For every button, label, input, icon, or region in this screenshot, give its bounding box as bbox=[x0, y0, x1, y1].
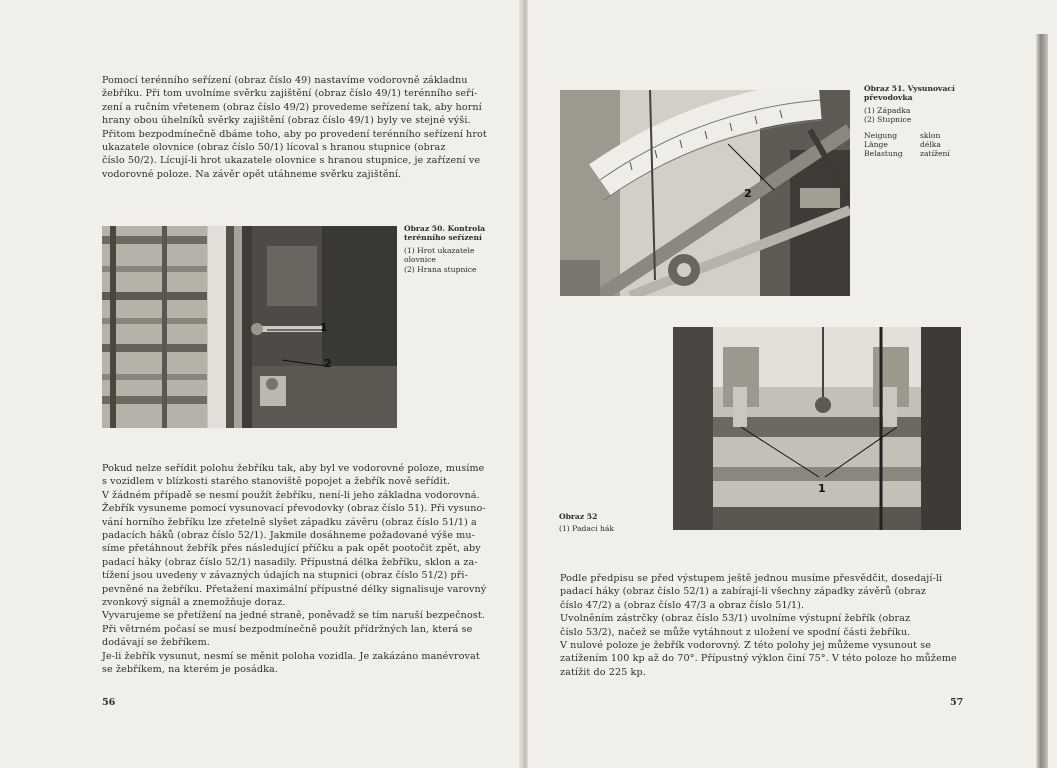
figure-50-item: (1) Hrot ukazatele olovnice bbox=[404, 245, 475, 265]
body-line: Žebřík vysuneme pomocí vysunovací převodovky (obraz číslo 51). Při vysuno- bbox=[102, 503, 486, 515]
legend-translation: zatížení bbox=[920, 149, 950, 159]
body-line: pevněné na žebříku. Přetažení maximální přípustné délky signalisuje varovný bbox=[102, 583, 487, 595]
intro-paragraph bbox=[102, 74, 500, 181]
body-line: Je-li žebřík vysunut, nesmí se měnit poloha vozidla. Je zakázáno manévrovat bbox=[102, 650, 480, 662]
figure-51-caption bbox=[864, 84, 968, 159]
page-number-right: 57 bbox=[950, 697, 964, 708]
body-line: Při větrném počasí se musí bezpodmínečně použít přídržných lan, která se bbox=[102, 623, 473, 635]
body-line: padací háky (obraz číslo 52/1) a zabírají-li všechny západky závěrů (obraz bbox=[560, 586, 926, 598]
body-line: Podle předpisu se před výstupem ještě jednou musíme přesvědčit, dosedají-li bbox=[560, 573, 943, 584]
figure-50-title: Obraz 50. Kontrola terénního seřízení bbox=[404, 224, 486, 243]
intro-line: Pomocí terénního seřízení (obraz číslo 49) nastavíme vodorovně základnu bbox=[102, 75, 468, 86]
intro-line: ukazatele olovnice (obraz číslo 50/1) lícoval s hranou stupnice (obraz bbox=[102, 142, 446, 154]
intro-line: Přitom bezpodmínečně dbáme toho, aby po provedení terénního seřízení hrot bbox=[102, 128, 487, 140]
figure-50-photo bbox=[102, 226, 397, 428]
body-line: V žádném případě se nesmí použít žebříku, není-li jeho základna vodorovná. bbox=[102, 489, 480, 501]
figure-51-marker-2: 2 bbox=[744, 187, 752, 200]
figure-52-caption bbox=[559, 512, 669, 534]
intro-line: hrany obou úhelníků svěrky zajištění (obraz číslo 49/1) byly ve stejné výši. bbox=[102, 115, 471, 127]
figure-52-title: Obraz 52 bbox=[559, 512, 598, 521]
figure-52-marker-1: 1 bbox=[818, 482, 826, 495]
figure-52-photo bbox=[673, 327, 961, 530]
figure-50-caption bbox=[404, 224, 504, 274]
body-line: zatížit do 225 kp. bbox=[560, 666, 646, 678]
figure-51-photo bbox=[560, 90, 850, 296]
body-line: Vyvarujeme se přetížení na jedné straně, poněvadž se tím naruší bezpečnost. bbox=[102, 610, 485, 622]
right-page bbox=[528, 0, 1057, 768]
legend-translation: délka bbox=[920, 140, 941, 150]
body-line: Pokud nelze seřídit polohu žebříku tak, aby byl ve vodorovné poloze, musíme bbox=[102, 463, 485, 474]
body-line: zatížením 100 kp až do 70°. Přípustný výklon činí 75°. V této poloze ho můžeme bbox=[560, 653, 957, 665]
body-line: vání horního žebříku lze zřetelně slyšet západku závěru (obraz číslo 51/1) a bbox=[102, 516, 477, 528]
body-line: padací háky (obraz číslo 52/1) nasadily. Přípustná délka žebříku, sklon a za- bbox=[102, 556, 478, 568]
body-line: zvonkový signál a znemožňuje doraz. bbox=[102, 597, 286, 609]
figure-51-item: (1) Západka bbox=[864, 105, 911, 115]
body-line: Uvolněním zástrčky (obraz číslo 53/1) uvolníme výstupní žebřík (obraz bbox=[560, 613, 911, 625]
intro-line: zení a ručním vřetenem (obraz číslo 49/2) provedeme seřízení tak, aby horní bbox=[102, 101, 482, 113]
legend-term: Neigung bbox=[864, 130, 898, 140]
body-line: padacích háků (obraz číslo 52/1). Jakmile dosáhneme požadované výše mu- bbox=[102, 530, 475, 542]
body-line: s vozidlem v blízkosti starého stanoviště popojet a žebřík nově seřídit. bbox=[102, 476, 451, 488]
legend-translation: sklon bbox=[920, 130, 941, 140]
body-line: tížení jsou uvedeny v závazných údajích na stupnici (obraz číslo 51/2) při- bbox=[102, 570, 468, 582]
figure-50-marker-1: 1 bbox=[320, 321, 328, 334]
scan-right-edge bbox=[1036, 34, 1048, 768]
figure-51-item: (2) Stupnice bbox=[864, 115, 912, 125]
figure-51-legend bbox=[864, 131, 968, 159]
figure-50-marker-2: 2 bbox=[324, 357, 332, 370]
intro-line: žebříku. Při tom uvolníme svěrku zajištění (obraz číslo 49/1) terénního seří- bbox=[102, 88, 478, 100]
figure-51-title: Obraz 51. Vysunovací převodovka bbox=[864, 84, 955, 103]
body-line: číslo 47/2) a (obraz číslo 47/3 a obraz číslo 51/1). bbox=[560, 599, 805, 611]
right-body-paragraph bbox=[560, 572, 961, 679]
figure-52-item: (1) Padací hák bbox=[559, 524, 614, 534]
legend-term: Länge bbox=[864, 140, 888, 150]
intro-line: vodorovné poloze. Na závěr opět utáhneme svěrku zajištění. bbox=[102, 168, 402, 180]
intro-line: číslo 50/2). Lícují-li hrot ukazatele olovnice s hranou stupnice, je zařízení ve bbox=[102, 155, 481, 167]
body-line: číslo 53/2), načež se může vytáhnout z uložení ve spodní části žebříku. bbox=[560, 626, 911, 638]
figure-50-item: (2) Hrana stupnice bbox=[404, 264, 477, 274]
body-line: síme přetáhnout žebřík přes následující příčku a pak opět pootočit zpět, aby bbox=[102, 543, 481, 555]
legend-term: Belastung bbox=[864, 149, 903, 159]
left-page bbox=[0, 0, 528, 768]
body-line: V nulové poloze je žebřík vodorovný. Z této polohy jej můžeme vysunout se bbox=[560, 640, 932, 652]
body-line: se žebříkem, na kterém je posádka. bbox=[102, 664, 278, 676]
page-number-left: 56 bbox=[102, 697, 116, 708]
body-paragraph bbox=[102, 462, 500, 677]
body-line: dodávají se žebříkem. bbox=[102, 637, 210, 649]
